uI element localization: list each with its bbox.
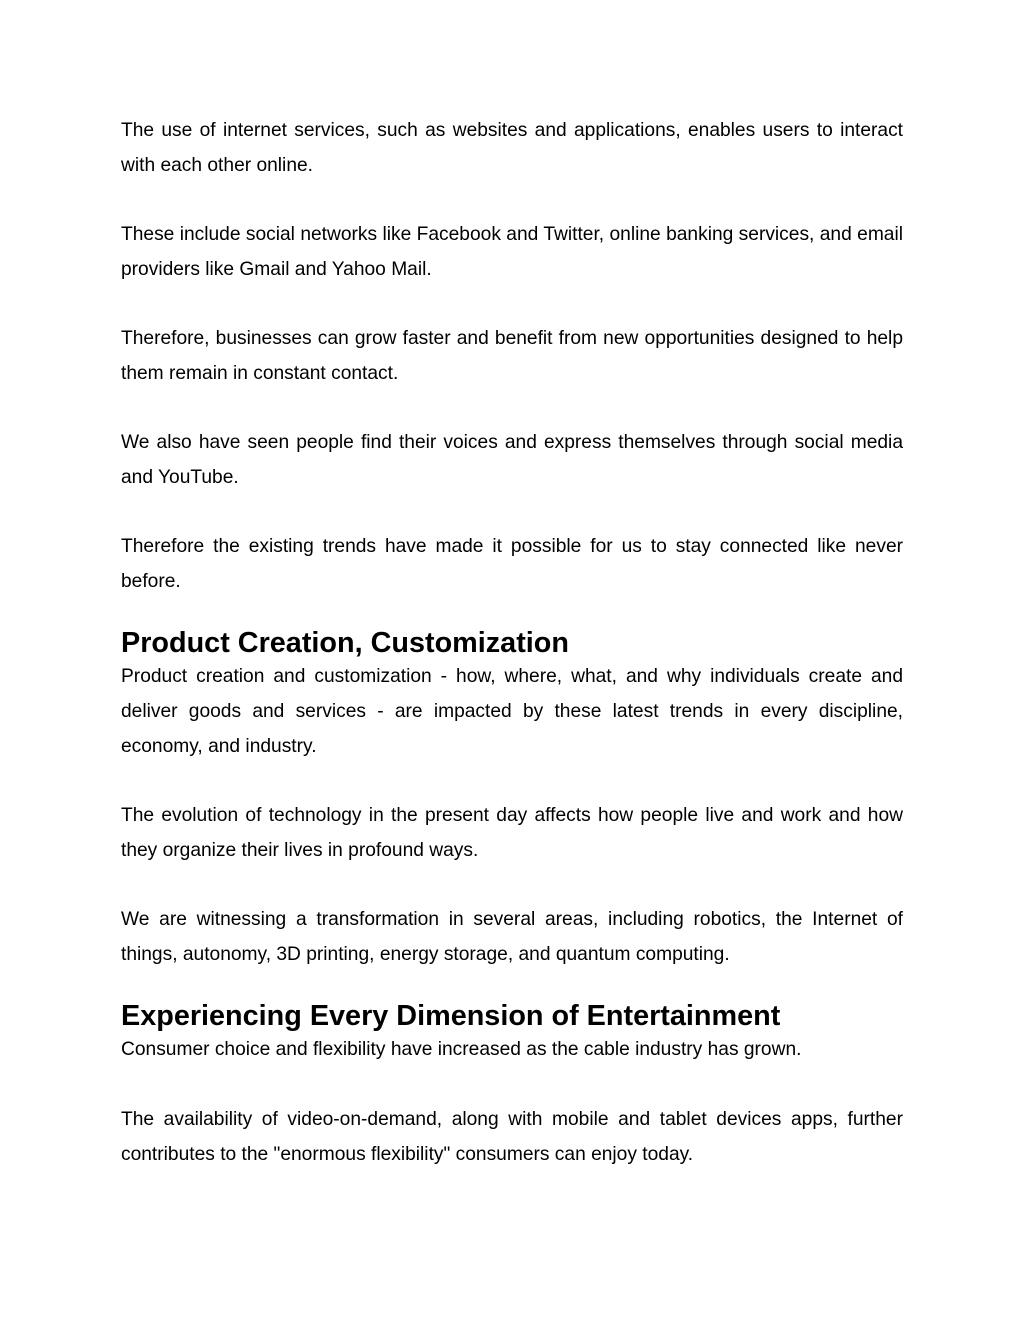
paragraph: We are witnessing a transformation in several areas, including robotics, the Internet of things, autonomy, 3D printing, energy storage, and quantum computing. [121,909,903,966]
paragraph: Product creation and customization - how, where, what, and why individuals create and deliver goods and services - are impacted by these latest trends in every discipline, economy, and industry. [121,666,903,757]
paragraph-gap [121,869,903,904]
section-gap [121,973,903,999]
paragraph: The evolution of technology in the present day affects how people live and work and how they organize their lives in profound ways. [121,805,903,861]
paragraph-gap [121,288,903,323]
paragraph-gap [121,183,903,218]
paragraph: We also have seen people find their voices and express themselves through social media and YouTube. [121,432,903,488]
section-heading: Experiencing Every Dimension of Entertainment [121,999,781,1032]
paragraph: Consumer choice and flexibility have increased as the cable industry has grown. [121,1039,802,1061]
paragraph: These include social networks like Facebook and Twitter, online banking services, and email providers like Gmail and Yahoo Mail. [121,224,903,280]
paragraph: The availability of video-on-demand, along with mobile and tablet devices apps, further contributes to the "enormous flexibility" consumers can enjoy today. [121,1108,903,1165]
section-gap [121,600,903,626]
document-page [121,114,903,1172]
paragraph-gap [121,765,903,800]
paragraph: Therefore, businesses can grow faster and benefit from new opportunities designed to help them remain in constant contact. [121,328,903,384]
paragraph-gap [121,496,903,531]
paragraph-gap [121,1068,903,1103]
paragraph-gap [121,392,903,427]
section-heading: Product Creation, Customization [121,626,569,659]
paragraph: The use of internet services, such as websites and applications, enables users to interact with each other online. [121,120,903,176]
paragraph: Therefore the existing trends have made it possible for us to stay connected like never before. [121,536,903,593]
